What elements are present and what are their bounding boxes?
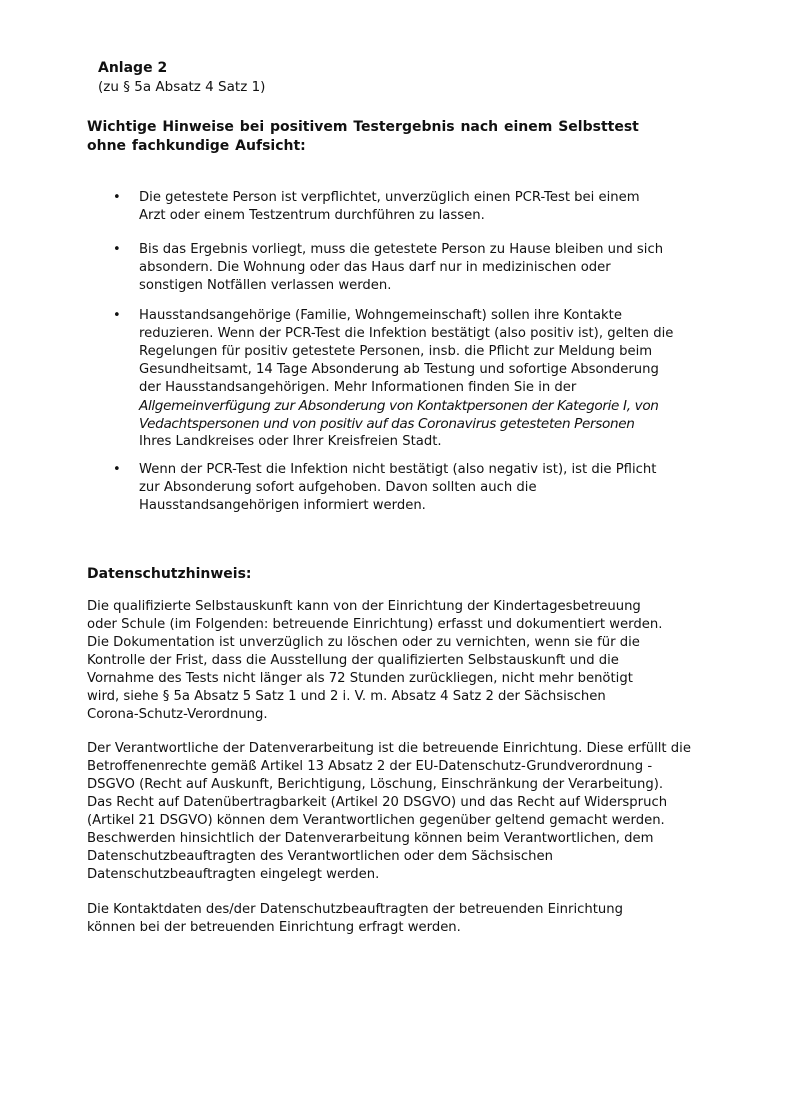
paragraph-line: Datenschutzbeauftragten eingelegt werden. <box>87 867 380 882</box>
paragraph-line: wird, siehe § 5a Absatz 5 Satz 1 und 2 i. V. m. Absatz 4 Satz 2 der Sächsischen <box>87 689 606 704</box>
bullet-line: der Hausstandsangehörigen. Mehr Informationen finden Sie in der <box>139 380 577 395</box>
paragraph-line: Datenschutzbeauftragten des Verantwortlichen oder dem Sächsischen <box>87 849 553 864</box>
annex-reference: (zu § 5a Absatz 4 Satz 1) <box>98 79 266 95</box>
privacy-paragraph <box>87 740 727 884</box>
paragraph-line: Die qualifizierte Selbstauskunft kann von der Einrichtung der Kindertagesbetreuung <box>87 599 641 614</box>
bullet-line-italic: Allgemeinverfügung zur Absonderung von Kontaktpersonen der Kategorie I, von <box>139 398 659 414</box>
privacy-paragraph <box>87 598 727 724</box>
bullet-icon: • <box>113 308 121 323</box>
list-item <box>113 241 663 295</box>
paragraph-line: oder Schule (im Folgenden: betreuende Einrichtung) erfasst und dokumentiert werden. <box>87 617 663 632</box>
privacy-paragraph <box>87 901 727 937</box>
bullet-line: sonstigen Notfällen verlassen werden. <box>139 278 392 293</box>
list-item <box>113 461 656 515</box>
bullet-line: Hausstandsangehörige (Familie, Wohngemeinschaft) sollen ihre Kontakte <box>139 308 622 323</box>
bullet-line: Gesundheitsamt, 14 Tage Absonderung ab Testung und sofortige Absonderung <box>139 362 659 377</box>
notice-heading <box>87 118 687 156</box>
list-item <box>113 307 673 451</box>
bullet-line: Wenn der PCR-Test die Infektion nicht bestätigt (also negativ ist), ist die Pflicht <box>139 462 657 477</box>
list-item <box>113 189 640 225</box>
notice-heading-line: Wichtige Hinweise bei positivem Testergebnis nach einem Selbsttest <box>87 119 639 135</box>
annex-block <box>98 59 265 97</box>
bullet-line: Die getestete Person ist verpflichtet, unverzüglich einen PCR-Test bei einem <box>139 190 640 205</box>
bullet-icon: • <box>113 462 121 477</box>
bullet-line: reduzieren. Wenn der PCR-Test die Infektion bestätigt (also positiv ist), gelten die <box>139 326 674 341</box>
bullet-line: Arzt oder einem Testzentrum durchführen zu lassen. <box>139 208 485 223</box>
bullet-line-italic: Vedachtspersonen und von positiv auf das Coronavirus getesteten Personen <box>139 416 635 432</box>
bullet-icon: • <box>113 242 121 257</box>
bullet-line: zur Absonderung sofort aufgehoben. Davon sollten auch die <box>139 480 537 495</box>
paragraph-line: (Artikel 21 DSGVO) können dem Verantwortlichen gegenüber geltend gemacht werden. <box>87 813 665 828</box>
paragraph-line: Vornahme des Tests nicht länger als 72 Stunden zurückliegen, nicht mehr benötigt <box>87 671 633 686</box>
bullet-line: Regelungen für positiv getestete Personen, insb. die Pflicht zur Meldung beim <box>139 344 653 359</box>
bullet-line: Bis das Ergebnis vorliegt, muss die getestete Person zu Hause bleiben und sich <box>139 242 664 257</box>
bullet-icon: • <box>113 190 121 205</box>
annex-title: Anlage 2 <box>98 60 168 76</box>
paragraph-line: können bei der betreuenden Einrichtung erfragt werden. <box>87 920 461 935</box>
paragraph-line: Die Dokumentation ist unverzüglich zu löschen oder zu vernichten, wenn sie für die <box>87 635 640 650</box>
bullet-line: Hausstandsangehörigen informiert werden. <box>139 498 426 513</box>
privacy-heading: Datenschutzhinweis: <box>87 566 252 582</box>
paragraph-line: DSGVO (Recht auf Auskunft, Berichtigung, Löschung, Einschränkung der Verarbeitung). <box>87 777 664 792</box>
paragraph-line: Betroffenenrechte gemäß Artikel 13 Absatz 2 der EU-Datenschutz-Grundverordnung - <box>87 759 653 774</box>
paragraph-line: Beschwerden hinsichtlich der Datenverarbeitung können beim Verantwortlichen, dem <box>87 831 654 846</box>
bullet-line: absondern. Die Wohnung oder das Haus darf nur in medizinischen oder <box>139 260 611 275</box>
paragraph-line: Der Verantwortliche der Datenverarbeitung ist die betreuende Einrichtung. Diese erfüllt die <box>87 741 691 756</box>
paragraph-line: Corona-Schutz-Verordnung. <box>87 707 268 722</box>
notice-heading-line: ohne fachkundige Aufsicht: <box>87 138 306 154</box>
bullet-line: Ihres Landkreises oder Ihrer Kreisfreien Stadt. <box>139 434 442 449</box>
paragraph-line: Das Recht auf Datenübertragbarkeit (Artikel 20 DSGVO) und das Recht auf Widerspruch <box>87 795 668 810</box>
paragraph-line: Die Kontaktdaten des/der Datenschutzbeauftragten der betreuenden Einrichtung <box>87 902 623 917</box>
paragraph-line: Kontrolle der Frist, dass die Ausstellung der qualifizierten Selbstauskunft und die <box>87 653 619 668</box>
